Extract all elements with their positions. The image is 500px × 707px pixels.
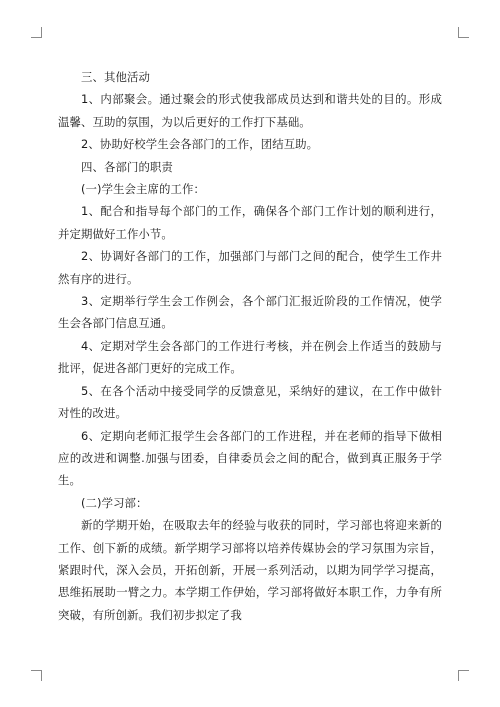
paragraph: 6、定期向老师汇报学生会各部门的工作进程，并在老师的指导下做相应的改进和调整.加强与团委，自律委员会之间的配合，做到真正服务于学生。 <box>58 428 442 488</box>
subsection-heading: (二)学习部： <box>81 495 148 510</box>
paragraph: 1、内部聚会。通过聚会的形式使我部成员达到和谐共处的目的。形成温馨、互助的氛围，为以后更好的工作打下基础。 <box>58 92 442 129</box>
paragraph: 1、配合和指导每个部门的工作，确保各个部门工作计划的顺利进行，并定期做好工作小节。 <box>58 204 442 241</box>
paragraph: 4、定期对学生会各部门的工作进行考核，并在例会上作适当的鼓励与批评，促进各部门更好的完成工作。 <box>58 338 442 376</box>
document-body <box>58 66 442 626</box>
crop-mark-top-right <box>458 27 469 38</box>
subsection-heading: (一)学生会主席的工作： <box>81 182 205 197</box>
paragraph: 3、定期举行学生会工作例会，各个部门汇报近阶段的工作情况，使学生会各部门信息互通。 <box>58 294 442 331</box>
section-heading: 三、其他活动 <box>81 70 150 84</box>
paragraph: 5、在各个活动中接受同学的反馈意见，采纳好的建议，在工作中做针对性的改进。 <box>58 383 442 421</box>
paragraph: 2、协调好各部门的工作，加强部门与部门之间的配合，使学生工作井然有序的进行。 <box>58 249 442 286</box>
crop-mark-top-left <box>31 27 42 38</box>
section-heading: 四、各部门的职责 <box>81 159 173 174</box>
paragraph: 2、协助好校学生会各部门的工作，团结互助。 <box>81 137 319 152</box>
paragraph: 新的学期开始，在吸取去年的经验与收获的同时，学习部也将迎来新的工作、创下新的成绩。新学期学习部将以培养传媒协会的学习氛围为宗旨，紧跟时代，深入会员，开拓创新，开展一系列活动，以期为同学学习提高，思维拓展助一臂之力。本学期工作伊始，学习部将做好本职工作，力争有所突破，有所创新。我们初步拟定了我 <box>58 518 442 622</box>
crop-mark-bottom-left <box>31 670 42 681</box>
crop-mark-bottom-right <box>458 670 469 681</box>
